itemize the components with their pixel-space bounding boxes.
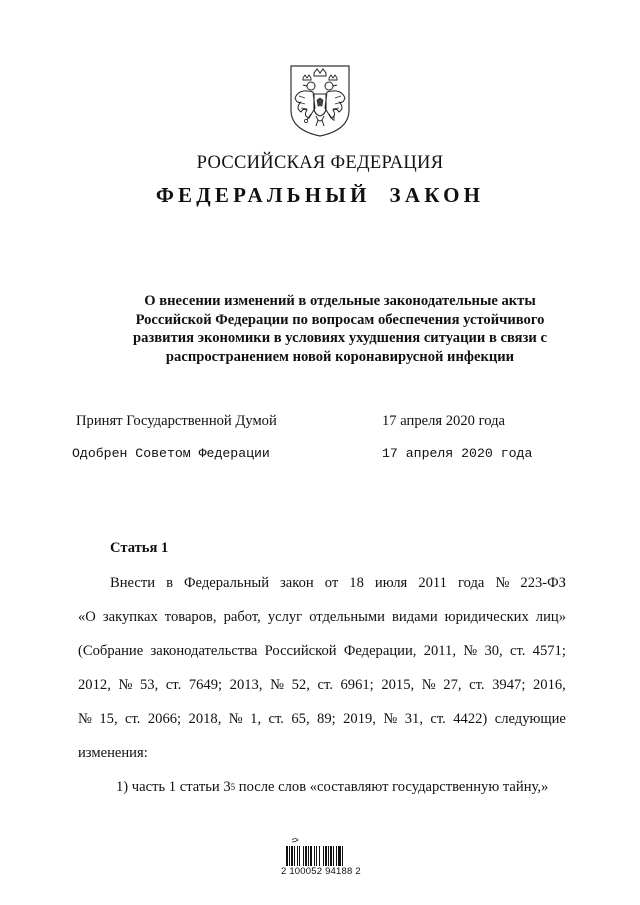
paragraph-word: № [78, 711, 92, 727]
barcode-bar [319, 846, 320, 868]
paragraph-word: № [228, 711, 243, 727]
paragraph-word: Внести [110, 575, 156, 591]
law-title [60, 292, 620, 366]
barcode-bar [303, 846, 304, 868]
barcode-bar [299, 846, 300, 868]
duma-adoption-label: Принят Государственной Думой [76, 413, 277, 429]
paragraph-word: закон [280, 575, 314, 591]
barcode-bar [323, 846, 324, 868]
council-approval-date: 17 апреля 2020 года [382, 446, 533, 461]
paragraph-word: законодательства [150, 643, 258, 659]
paragraph-word: 52, [291, 677, 310, 693]
paragraph-word: 4571; [532, 643, 566, 659]
paragraph-word: от [324, 575, 339, 591]
country-name: РОССИЙСКАЯ ФЕДЕРАЦИЯ [196, 153, 444, 173]
paragraph-word: ст. [469, 677, 485, 693]
paragraph-word: ст. [165, 677, 182, 693]
paragraph-word: ст. [430, 711, 446, 727]
barcode-bar [330, 846, 332, 868]
paragraph-word: № [495, 575, 510, 591]
paragraph-line [78, 668, 566, 702]
paragraph-word: 2015, [381, 677, 415, 693]
barcode-bar [305, 846, 307, 868]
barcode-bar [289, 846, 290, 868]
law-title-line: Российской Федерации по вопросам обеспечения устойчивого [135, 311, 545, 328]
paragraph-word: июля [374, 575, 408, 591]
barcode-bar [325, 846, 327, 868]
barcode-bar [291, 846, 293, 868]
barcode-bar [328, 846, 329, 868]
paragraph-word: № [463, 643, 478, 659]
paragraph-word: лиц» [535, 609, 566, 625]
paragraph-word: Российской [264, 643, 337, 659]
paragraph-word: ст. [268, 711, 284, 727]
document-type: ФЕДЕРАЛЬНЫЙ ЗАКОН [155, 183, 485, 207]
paragraph-line [78, 702, 566, 736]
paragraph-line [78, 566, 566, 600]
paragraph-word: 2011 [418, 575, 447, 591]
paragraph-word: 18 [349, 575, 364, 591]
barcode-bar [333, 846, 334, 868]
barcode-bar [316, 846, 317, 868]
duma-adoption-row [76, 413, 536, 433]
paragraph-word: 89; [317, 711, 336, 727]
paragraph-word: ст. [509, 643, 526, 659]
paragraph-word: ст. [125, 711, 141, 727]
amendment-item-superscript: 5 [230, 782, 236, 792]
paragraph-line [78, 600, 566, 634]
paragraph-word: юридических [444, 609, 529, 625]
council-approval-label: Одобрен Советом Федерации [72, 446, 270, 461]
article-heading: Статья 1 [110, 540, 169, 556]
article-body [78, 566, 566, 804]
paragraph-word: 1, [250, 711, 262, 727]
paragraph-word: 2016, [532, 677, 566, 693]
paragraph-word: ст. [317, 677, 333, 693]
barcode-bar [294, 846, 295, 868]
paragraph-word: услуг [267, 609, 303, 625]
paragraph-word: 15, [99, 711, 118, 727]
paragraph-word: № [270, 677, 285, 693]
paragraph-word: Федеральный [184, 575, 270, 591]
paragraph-word: 31, [404, 711, 423, 727]
paragraph-word: 65, [291, 711, 310, 727]
barcode-bar [286, 846, 288, 868]
duma-adoption-date: 17 апреля 2020 года [382, 413, 505, 429]
paragraph-word: 4422) [453, 711, 488, 727]
paragraph-word: № [383, 711, 398, 727]
barcode-bar [338, 846, 341, 868]
coat-of-arms-icon [289, 64, 351, 138]
barcode-bar [310, 846, 312, 868]
paragraph-word: закупках [102, 609, 158, 625]
paragraph-word: 2066; [147, 711, 182, 727]
paragraph-word: года [458, 575, 485, 591]
paragraph-word: работ, [223, 609, 261, 625]
amendment-item-suffix: после слов «составляют государственную тайну,» [235, 779, 549, 795]
paragraph-word: (Собрание [78, 643, 144, 659]
paragraph-word: 2019, [343, 711, 376, 727]
amendment-item-prefix: 1) часть 1 статьи 3 [116, 779, 231, 795]
paragraph-word: 53, [139, 677, 159, 693]
barcode-bar [336, 846, 337, 868]
paragraph-word: «О [78, 609, 96, 625]
paragraph-word: товаров, [164, 609, 217, 625]
paragraph-line [78, 634, 566, 668]
barcode-bar [342, 846, 343, 868]
barcode-bar [308, 846, 309, 868]
law-title-line: О внесении изменений в отдельные законодательные акты [144, 293, 536, 309]
paragraph-line-last: изменения: [78, 745, 148, 761]
paragraph-word: № [118, 677, 133, 693]
paragraph-word: 6961; [340, 677, 374, 693]
paragraph-word: 2018, [188, 711, 222, 727]
barcode-number: 2 100052 94188 2 [281, 866, 371, 877]
paragraph-word: 30, [484, 643, 503, 659]
paragraph-word: следующие [494, 711, 566, 727]
paragraph-word: отдельными [309, 609, 385, 625]
law-title-line: распространением новой коронавирусной инфекции [165, 348, 515, 365]
law-title-line: развития экономики в условиях ухудшения ситуации в связи с [133, 330, 547, 346]
paragraph-word: 2012, [78, 677, 111, 693]
barcode-bar [297, 846, 298, 868]
barcode-bar [314, 846, 315, 868]
paragraph-word: 3947; [492, 677, 526, 693]
paragraph-word: № [421, 677, 436, 693]
paragraph-word: 2011, [423, 643, 456, 659]
council-approval-row [72, 446, 536, 466]
paragraph-word: Федерации, [343, 643, 417, 659]
paragraph-word: 7649; [188, 677, 223, 693]
paragraph-word: 223-ФЗ [520, 575, 566, 591]
paragraph-word: 27, [443, 677, 462, 693]
paragraph-word: 2013, [229, 677, 263, 693]
amendment-item [78, 770, 566, 804]
paragraph-word: в [166, 575, 173, 591]
paragraph-word: видами [392, 609, 438, 625]
